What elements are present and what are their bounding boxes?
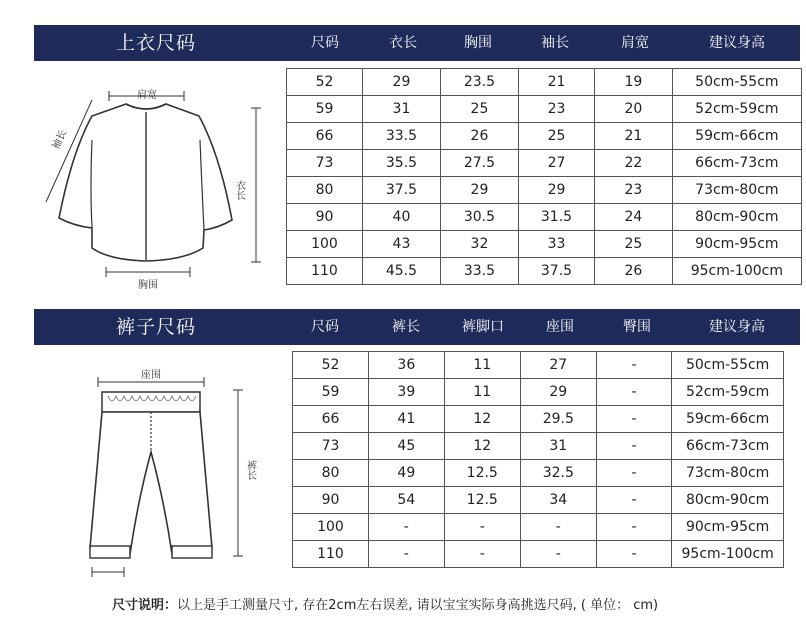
top-table-cell: 33.5 — [440, 258, 518, 285]
bottom-table-cell: 73cm-80cm — [672, 460, 784, 487]
top-table-cell: 23 — [518, 96, 594, 123]
top-table-cell: 73cm-80cm — [672, 177, 801, 204]
top-table-cell: 21 — [595, 123, 673, 150]
bottom-header-length: 裤长 — [392, 319, 420, 335]
bottom-table-row — [293, 406, 784, 433]
bottom-header-seat: 座围 — [546, 319, 574, 335]
top-table-cell: 23.5 — [440, 69, 518, 96]
pants-label-seat: 座围 — [141, 370, 161, 381]
bottom-table-cell: - — [596, 433, 672, 460]
top-table-cell: 30.5 — [440, 204, 518, 231]
top-table-cell: 32 — [440, 231, 518, 258]
top-table-cell: 52cm-59cm — [672, 96, 801, 123]
bottom-table-cell: - — [596, 352, 672, 379]
shirt-label-sleeve: 袖长 — [50, 128, 70, 152]
top-table-cell: 35.5 — [362, 150, 440, 177]
bottom-table-cell: - — [520, 541, 596, 568]
bottom-table-cell: 29 — [520, 379, 596, 406]
top-section-title: 上衣尺码 — [116, 32, 197, 54]
top-table-cell: 59cm-66cm — [672, 123, 801, 150]
pants-diagram-icon — [80, 360, 280, 585]
top-table-row — [287, 231, 802, 258]
shirt-label-shoulder: 肩宽 — [137, 90, 157, 101]
top-table-cell: 95cm-100cm — [672, 258, 801, 285]
bottom-header-cuff: 裤脚口 — [462, 319, 504, 335]
bottom-table-row — [293, 460, 784, 487]
size-note — [112, 594, 658, 613]
bottom-table-row — [293, 433, 784, 460]
top-table-cell: 66 — [287, 123, 363, 150]
top-table-cell: 33.5 — [362, 123, 440, 150]
top-table-cell: 22 — [595, 150, 673, 177]
top-header-size: 尺码 — [311, 35, 339, 51]
bottom-size-table — [292, 351, 784, 568]
bottom-table-cell: 12.5 — [444, 460, 520, 487]
top-header-shoulder: 肩宽 — [621, 35, 649, 51]
bottom-table-cell: 100 — [293, 514, 369, 541]
shirt-label-chest: 胸围 — [138, 280, 158, 291]
bottom-table-cell: - — [596, 541, 672, 568]
top-table-cell: 50cm-55cm — [672, 69, 801, 96]
bottom-table-cell: 27 — [520, 352, 596, 379]
bottom-table-cell: 54 — [368, 487, 444, 514]
bottom-table-cell: - — [596, 460, 672, 487]
top-table-cell: 27 — [518, 150, 594, 177]
bottom-table-cell: - — [368, 541, 444, 568]
top-table-cell: 66cm-73cm — [672, 150, 801, 177]
shirt-label-length: 衣长 — [233, 180, 245, 200]
bottom-table-cell: 12 — [444, 406, 520, 433]
bottom-table-cell: 29.5 — [520, 406, 596, 433]
bottom-table-cell: 50cm-55cm — [672, 352, 784, 379]
bottom-table-row — [293, 487, 784, 514]
top-table-row — [287, 123, 802, 150]
bottom-table-cell: 90 — [293, 487, 369, 514]
bottom-table-cell: 80cm-90cm — [672, 487, 784, 514]
bottom-table-cell: 11 — [444, 352, 520, 379]
bottom-section-title: 裤子尺码 — [116, 316, 197, 338]
top-table-cell: 52 — [287, 69, 363, 96]
top-table-cell: 25 — [440, 96, 518, 123]
bottom-table-cell: 31 — [520, 433, 596, 460]
size-note-text: 以上是手工测量尺寸, 存在2cm左右误差, 请以宝宝实际身高挑选尺码, ( 单位： cm) — [177, 598, 659, 613]
top-table-cell: 59 — [287, 96, 363, 123]
bottom-header-band — [34, 309, 800, 345]
bottom-table-cell: 39 — [368, 379, 444, 406]
bottom-table-cell: 49 — [368, 460, 444, 487]
bottom-table-cell: 95cm-100cm — [672, 541, 784, 568]
bottom-table-cell: - — [444, 514, 520, 541]
bottom-table-cell: - — [520, 514, 596, 541]
top-table-cell: 37.5 — [362, 177, 440, 204]
top-table-cell: 24 — [595, 204, 673, 231]
top-table-row — [287, 69, 802, 96]
top-table-cell: 23 — [595, 177, 673, 204]
bottom-header-size: 尺码 — [311, 319, 339, 335]
top-table-cell: 27.5 — [440, 150, 518, 177]
bottom-table-cell: 52 — [293, 352, 369, 379]
top-table-cell: 25 — [595, 231, 673, 258]
top-table-row — [287, 96, 802, 123]
top-table-cell: 33 — [518, 231, 594, 258]
top-table-cell: 29 — [518, 177, 594, 204]
bottom-table-cell: - — [596, 406, 672, 433]
bottom-table-cell: 110 — [293, 541, 369, 568]
top-table-cell: 90cm-95cm — [672, 231, 801, 258]
top-table-cell: 43 — [362, 231, 440, 258]
bottom-table-row — [293, 352, 784, 379]
top-table-cell: 25 — [518, 123, 594, 150]
top-table-row — [287, 150, 802, 177]
top-table-cell: 37.5 — [518, 258, 594, 285]
top-table-cell: 80 — [287, 177, 363, 204]
bottom-table-cell: 34 — [520, 487, 596, 514]
top-table-cell: 31.5 — [518, 204, 594, 231]
bottom-table-cell: 41 — [368, 406, 444, 433]
bottom-table-cell: 12 — [444, 433, 520, 460]
bottom-header-height: 建议身高 — [709, 319, 765, 335]
top-table-cell: 29 — [440, 177, 518, 204]
bottom-table-cell: 36 — [368, 352, 444, 379]
bottom-table-cell: 66 — [293, 406, 369, 433]
top-table-cell: 73 — [287, 150, 363, 177]
bottom-table-row — [293, 541, 784, 568]
bottom-table-cell: - — [596, 487, 672, 514]
top-table-row — [287, 177, 802, 204]
size-note-label: 尺寸说明： — [112, 598, 178, 613]
top-header-height: 建议身高 — [709, 35, 765, 51]
bottom-table-cell: 66cm-73cm — [672, 433, 784, 460]
bottom-table-row — [293, 514, 784, 541]
top-table-cell: 26 — [595, 258, 673, 285]
top-table-cell: 31 — [362, 96, 440, 123]
bottom-table-cell: 59cm-66cm — [672, 406, 784, 433]
bottom-table-cell: 52cm-59cm — [672, 379, 784, 406]
bottom-table-row — [293, 379, 784, 406]
bottom-table-cell: 45 — [368, 433, 444, 460]
bottom-table-cell: 59 — [293, 379, 369, 406]
top-header-length: 衣长 — [389, 35, 417, 51]
pants-label-length: 裤长 — [244, 460, 256, 480]
bottom-table-cell: 12.5 — [444, 487, 520, 514]
top-table-cell: 40 — [362, 204, 440, 231]
bottom-header-hip: 臀围 — [623, 319, 651, 335]
bottom-table-cell: 11 — [444, 379, 520, 406]
bottom-table-cell: - — [596, 514, 672, 541]
top-table-cell: 45.5 — [362, 258, 440, 285]
bottom-table-cell: 73 — [293, 433, 369, 460]
top-table-row — [287, 204, 802, 231]
bottom-table-cell: - — [596, 379, 672, 406]
shirt-diagram-icon — [34, 70, 284, 295]
top-table-cell: 80cm-90cm — [672, 204, 801, 231]
bottom-table-cell: - — [444, 541, 520, 568]
top-table-cell: 20 — [595, 96, 673, 123]
top-header-chest: 胸围 — [464, 35, 492, 51]
top-table-cell: 26 — [440, 123, 518, 150]
top-size-table — [286, 68, 802, 285]
bottom-table-cell: 80 — [293, 460, 369, 487]
top-table-cell: 29 — [362, 69, 440, 96]
top-header-band — [34, 25, 800, 61]
bottom-table-cell: - — [368, 514, 444, 541]
top-table-row — [287, 258, 802, 285]
top-table-cell: 21 — [518, 69, 594, 96]
top-table-cell: 110 — [287, 258, 363, 285]
bottom-table-cell: 90cm-95cm — [672, 514, 784, 541]
top-table-cell: 90 — [287, 204, 363, 231]
top-table-cell: 19 — [595, 69, 673, 96]
top-table-cell: 100 — [287, 231, 363, 258]
bottom-table-cell: 32.5 — [520, 460, 596, 487]
top-header-sleeve: 袖长 — [541, 35, 569, 51]
